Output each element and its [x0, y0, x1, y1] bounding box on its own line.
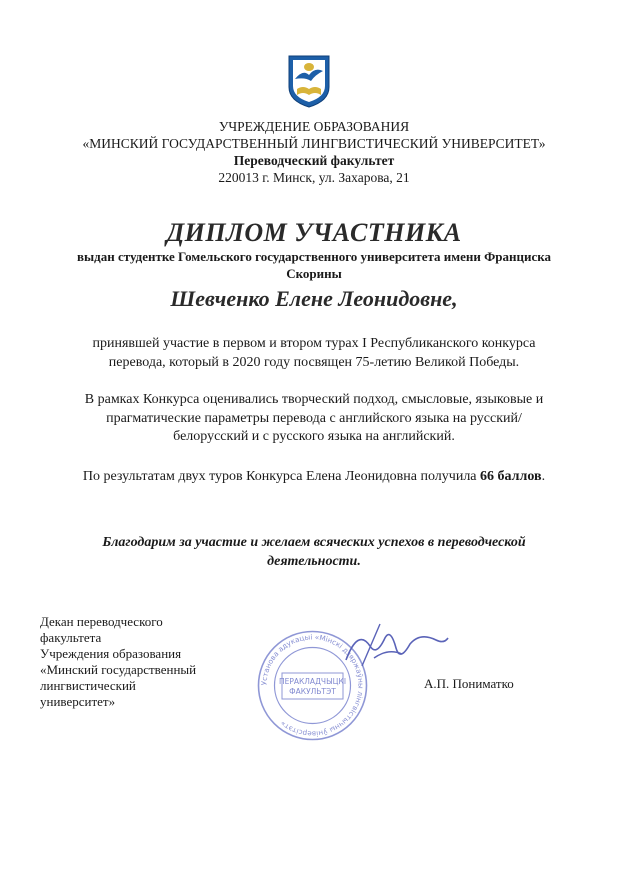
seal-center-line1: ПЕРАКЛАДЧЫЦКІ — [278, 677, 347, 686]
dean-line: Декан переводческого — [40, 614, 163, 629]
institution-line: УЧРЕЖДЕНИЕ ОБРАЗОВАНИЯ — [218, 119, 410, 134]
university-line: «МИНСКИЙ ГОСУДАРСТВЕННЫЙ ЛИНГВИСТИЧЕСКИЙ УНИВЕРСИТЕТ» — [82, 136, 546, 151]
dean-line: лингвистический — [40, 678, 136, 693]
dean-line: университет» — [40, 694, 116, 709]
participation-paragraph: принявшей участие в первом и втором турах I Республиканского конкурса перевода, который в 2020 году посвящен 75-летию Великой Победы. — [92, 336, 536, 370]
dean-title-block — [40, 614, 240, 710]
result-prefix: По результатам двух туров Конкурса Елена Леонидовна получила — [82, 469, 477, 484]
thanks-text: Благодарим за участие и желаем всяческих успехов в переводческой деятельности. — [102, 535, 526, 569]
diploma-title: ДИПЛОМ УЧАСТНИКА — [166, 218, 462, 247]
result-suffix: . — [541, 469, 546, 484]
criteria-paragraph: В рамках Конкурса оценивались творческий подход, смысловые, языковые и прагматические параметры перевода с английского языка на русский/ белорусский и с русского языка на английский. — [84, 392, 544, 444]
university-logo — [285, 53, 333, 109]
score-unit: баллов — [497, 469, 542, 484]
seal-center-line2: ФАКУЛЬТЭТ — [289, 687, 336, 696]
faculty-line: Переводческий факультет — [233, 153, 395, 168]
seal-ring-text: Установа адукацыі «Мінскі дзяржаўны лінгвістычны ўніверсітэт» — [259, 632, 366, 739]
dean-line: факультета — [40, 630, 102, 645]
dean-line: «Минский государственный — [40, 662, 197, 677]
recipient-name: Шевченко Елене Леонидовне, — [170, 286, 458, 311]
score-value: 66 — [480, 469, 495, 484]
signer-name: А.П. Пониматко — [424, 676, 514, 691]
result-paragraph — [60, 468, 568, 487]
dean-signature — [340, 618, 450, 673]
address-line: 220013 г. Минск, ул. Захарова, 21 — [218, 170, 410, 185]
issued-to-line: выдан студентке Гомельского государственного университета имени Франциска Скорины — [76, 249, 552, 281]
dean-line: Учреждения образования — [40, 646, 182, 661]
logo-sun — [304, 63, 314, 71]
